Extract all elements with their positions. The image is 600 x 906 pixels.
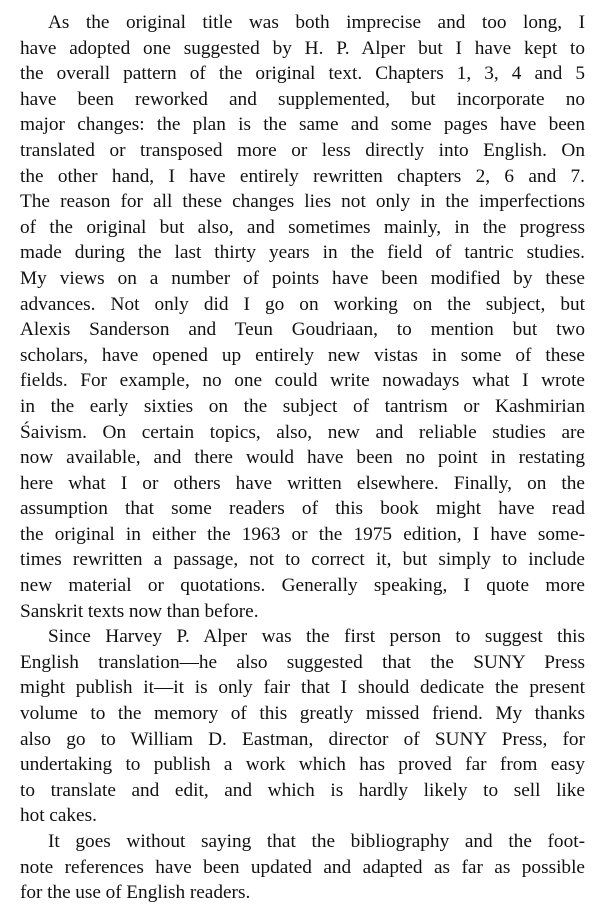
text-line: assumption that some readers of this book might have read	[20, 498, 585, 520]
text-line: The reason for all these changes lies not only in the imperfections	[20, 191, 585, 213]
text-line: the overall pattern of the original text. Chapters 1, 3, 4 and 5	[20, 63, 585, 85]
text-line: the other hand, I have entirely rewritten chapters 2, 6 and 7.	[20, 165, 585, 187]
text-line: fields. For example, no one could write nowadays what I wrote	[20, 370, 585, 392]
text-line: the original in either the 1963 or the 1975 edition, I have some-	[20, 523, 585, 545]
text-line: of the original but also, and sometimes mainly, in the progress	[20, 216, 585, 238]
text-line: My views on a number of points have been modified by these	[20, 267, 585, 289]
text-line: to translate and edit, and which is hardly likely to sell like	[20, 779, 585, 801]
text-line: in the early sixties on the subject of tantrism or Kashmirian	[20, 395, 585, 417]
text-line: Sanskrit texts now than before.	[20, 600, 259, 622]
text-line: have been reworked and supplemented, but incorporate no	[20, 88, 585, 110]
text-line: hot cakes.	[20, 805, 97, 827]
paragraph-2	[20, 624, 585, 829]
paragraph-3	[20, 829, 585, 906]
text-line: times rewritten a passage, not to correct it, but simply to include	[20, 549, 585, 571]
text-line: now available, and there would have been no point in restating	[20, 447, 585, 469]
text-line: advances. Not only did I go on working on the subject, but	[20, 293, 585, 315]
document-page	[20, 10, 585, 906]
text-line: Since Harvey P. Alper was the first person to suggest this	[48, 626, 585, 648]
text-line: made during the last thirty years in the field of tantric studies.	[20, 242, 585, 264]
text-line: Alexis Sanderson and Teun Goudriaan, to mention but two	[20, 319, 585, 341]
text-line: It goes without saying that the bibliography and the foot-	[48, 831, 585, 852]
text-line: Śaivism. On certain topics, also, new and reliable studies are	[20, 421, 585, 443]
text-line: for the use of English readers.	[20, 882, 251, 904]
text-line: scholars, have opened up entirely new vistas in some of these	[20, 344, 585, 366]
text-line: English translation—he also suggested that the SUNY Press	[20, 651, 585, 673]
text-line: here what I or others have written elsewhere. Finally, on the	[20, 472, 585, 494]
text-line: undertaking to publish a work which has proved far from easy	[20, 754, 585, 776]
text-line: note references have been updated and adapted as far as possible	[20, 856, 585, 878]
text-line: translated or transposed more or less directly into English. On	[20, 139, 585, 161]
text-line: also go to William D. Eastman, director of SUNY Press, for	[20, 728, 585, 750]
text-line: might publish it—it is only fair that I should dedicate the present	[20, 677, 585, 699]
text-line: As the original title was both imprecise and too long, I	[48, 12, 585, 33]
paragraph-1	[20, 10, 585, 624]
text-line: major changes: the plan is the same and some pages have been	[20, 114, 585, 136]
text-line: volume to the memory of this greatly missed friend. My thanks	[20, 703, 585, 725]
text-line: new material or quotations. Generally speaking, I quote more	[20, 575, 585, 597]
text-line: have adopted one suggested by H. P. Alper but I have kept to	[20, 37, 585, 59]
